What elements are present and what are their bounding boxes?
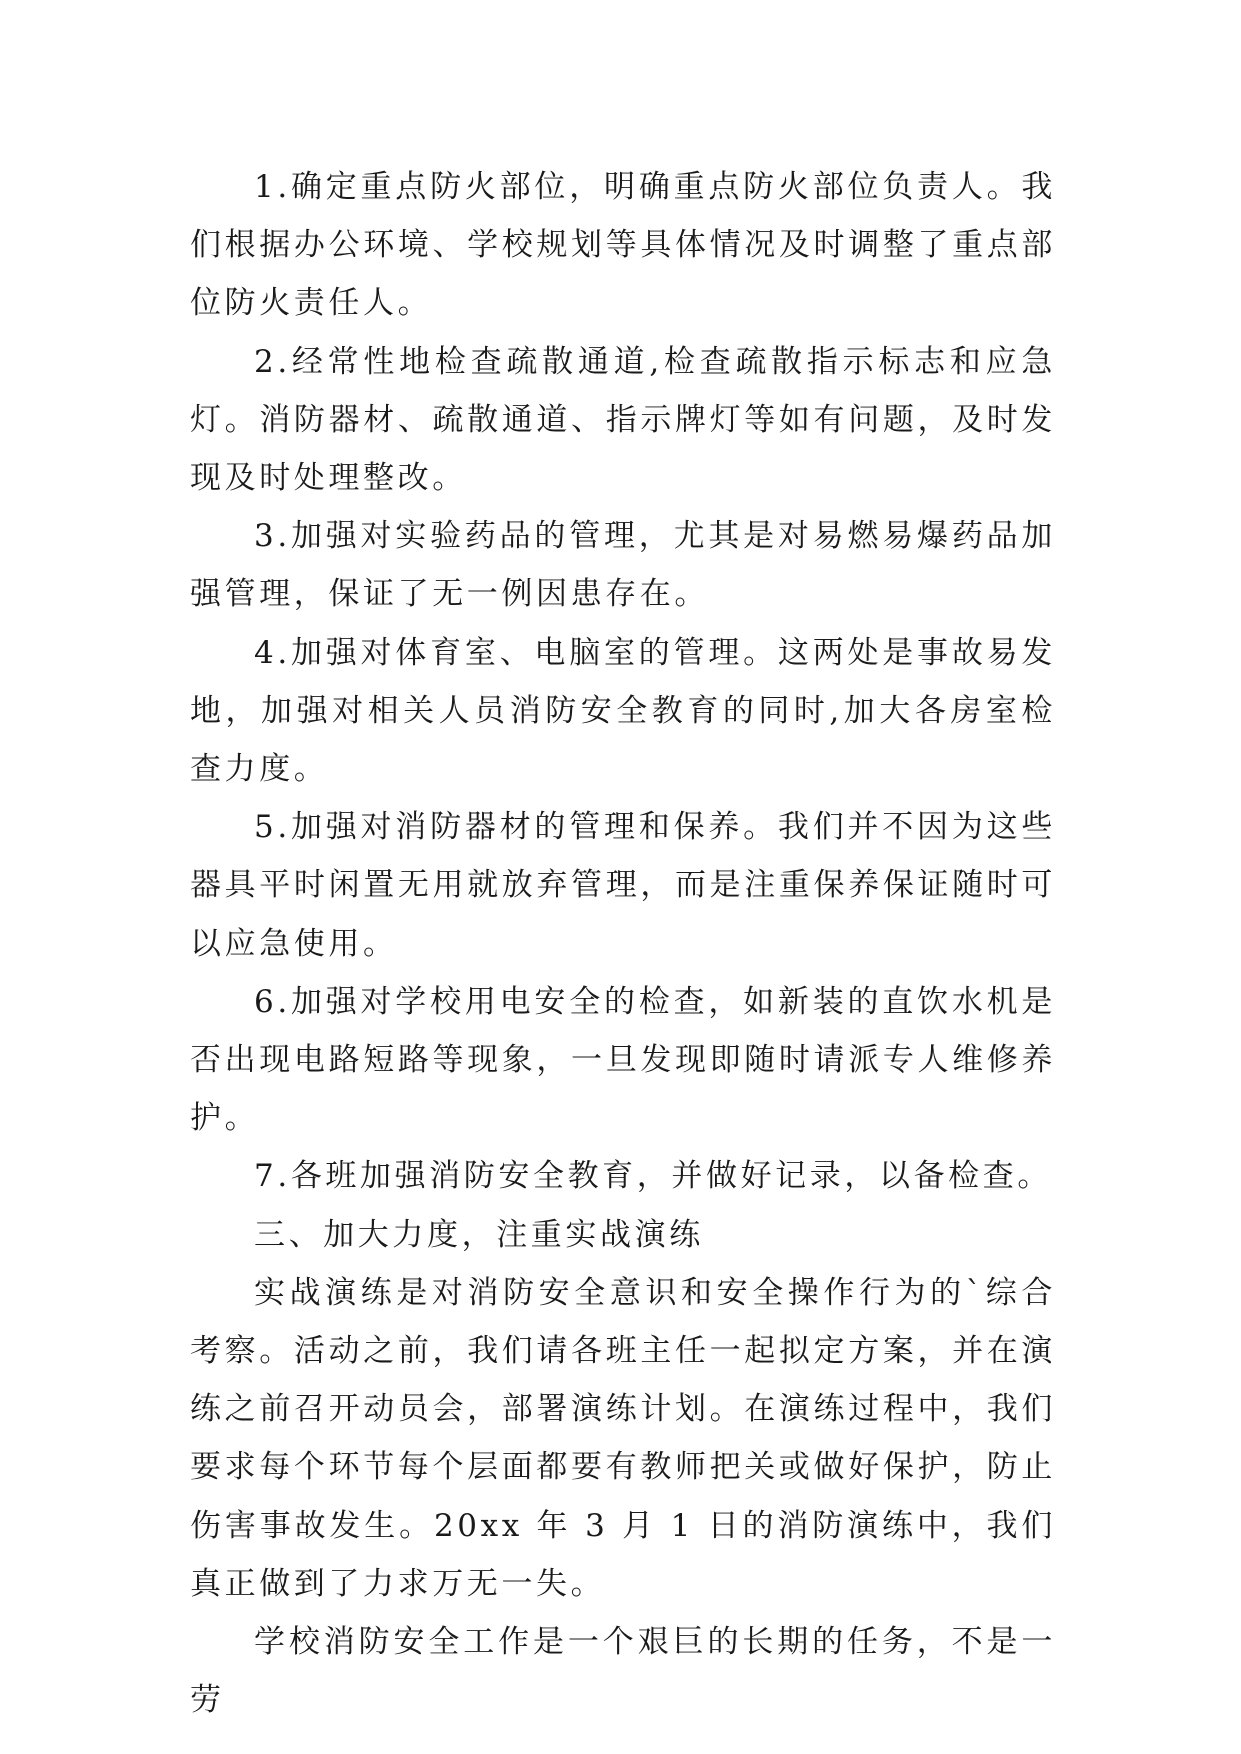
paragraph-item-2: 2.经常性地检查疏散通道,检查疏散指示标志和应急灯。消防器材、疏散通道、指示牌灯等如有问题，及时发现及时处理整改。 (190, 343, 1056, 497)
paragraph-drill: 实战演练是对消防安全意识和安全操作行为的`综合考察。活动之前，我们请各班主任一起拟定方案，并在演练之前召开动员会，部署演练计划。在演练过程中，我们要求每个环节每个层面都要有教师把关或做好保护，防止伤害事故发生。20xx 年 3 月 1 日的消防演练中，我们真正做到了力求万无一失。 (190, 1274, 1056, 1602)
paragraph-item-3: 3.加强对实验药品的管理，尤其是对易燃易爆药品加强管理，保证了无一例因患存在。 (190, 518, 1056, 613)
paragraph-item-5: 5.加强对消防器材的管理和保养。我们并不因为这些器具平时闲置无用就放弃管理，而是注重保养保证随时可以应急使用。 (190, 809, 1056, 962)
paragraph-item-1: 1.确定重点防火部位，明确重点防火部位负责人。我们根据办公环境、学校规划等具体情况及时调整了重点部位防火责任人。 (190, 169, 1056, 322)
paragraph-conclusion: 学校消防安全工作是一个艰巨的长期的任务，不是一劳 (190, 1624, 1056, 1719)
section-heading: 三、加大力度，注重实战演练 (254, 1216, 704, 1253)
paragraph-item-6: 6.加强对学校用电安全的检查，如新装的直饮水机是否出现电路短路等现象，一旦发现即随时请派专人维修养护。 (190, 983, 1056, 1137)
paragraph-item-4: 4.加强对体育室、电脑室的管理。这两处是事故易发地，加强对相关人员消防安全教育的同时,加大各房室检查力度。 (190, 634, 1056, 788)
document-body (190, 158, 1056, 1729)
paragraph-item-7: 7.各班加强消防安全教育，并做好记录，以备检查。 (254, 1158, 1052, 1195)
